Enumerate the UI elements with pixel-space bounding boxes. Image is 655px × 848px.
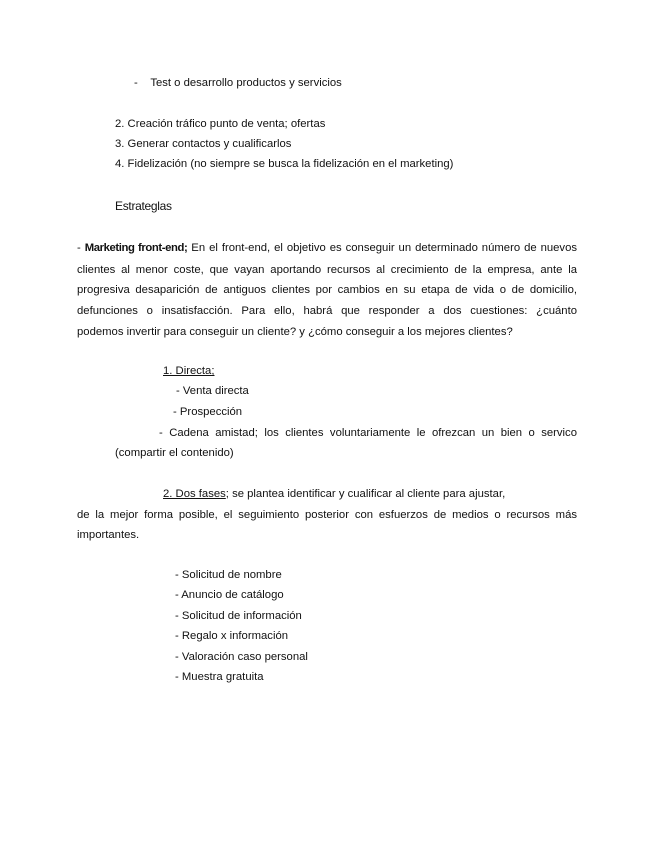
paragraph-line: de la mejor forma posible, el seguimiento posterior con esfuerzos de medios o recursos más (77, 509, 577, 521)
list-item: - Prospección (173, 406, 243, 418)
paragraph-text: ; se plantea identificar y cualificar al cliente para ajustar, (225, 488, 506, 500)
paragraph-line: progresiva desaparición de antiguos clientes por cambios en su etapa de vida o de domicilio, (77, 284, 577, 296)
list-item-3: 3. Generar contactos y cualificarlos (115, 138, 292, 150)
paragraph-text: En el front-end, el objetivo es conseguir un determinado número de nuevos (187, 242, 578, 254)
section-heading: Estrateglas (115, 199, 172, 213)
subheading-dos-fases: 2. Dos fases (163, 488, 226, 500)
list-item: - Solicitud de información (175, 610, 302, 622)
list-item: - Regalo x información (175, 630, 289, 642)
list-item: - Valoración caso personal (175, 651, 308, 663)
paragraph-line (163, 484, 505, 504)
paragraph-dash: - (77, 242, 85, 254)
list-item: - Solicitud de nombre (175, 569, 282, 581)
list-item-test: - Test o desarrollo productos y servicios (134, 77, 342, 89)
list-item: - Muestra gratuita (175, 671, 264, 683)
marketing-front-end-term: Marketing front-end; (84, 242, 188, 254)
paragraph-line: podemos invertir para conseguir un cliente? y ¿cómo conseguir a los mejores clientes? (77, 326, 513, 338)
list-item-4: 4. Fidelización (no siempre se busca la fidelización en el marketing) (115, 158, 454, 170)
list-item-2: 2. Creación tráfico punto de venta; ofertas (115, 118, 326, 130)
list-item-continuation: (compartir el contenido) (115, 447, 234, 459)
paragraph-line (77, 238, 577, 258)
paragraph-line: defunciones o insatisfacción. Para ello, habrá que responder a dos cuestiones: ¿cuánto (77, 305, 577, 317)
paragraph-line: importantes. (77, 529, 140, 541)
list-item: - Anuncio de catálogo (175, 589, 284, 601)
list-item: - Cadena amistad; los clientes voluntariamente le ofrezcan un bien o servico (159, 427, 577, 439)
subheading-directa: 1. Directa; (163, 365, 215, 377)
paragraph-line: clientes al menor coste, que vayan aportando recursos al crecimiento de la empresa, ante la (77, 264, 577, 276)
list-item: - Venta directa (176, 385, 249, 397)
